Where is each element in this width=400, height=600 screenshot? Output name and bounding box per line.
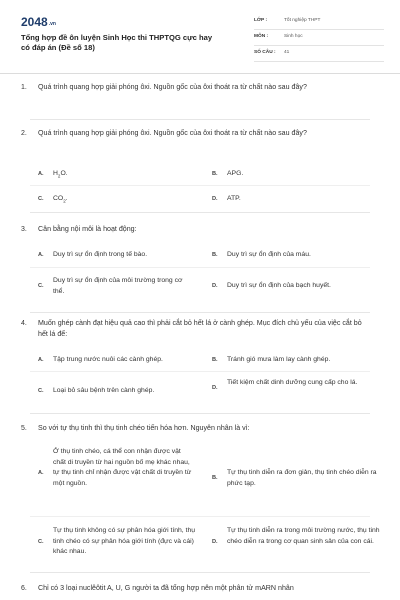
option-a[interactable] [38, 355, 210, 367]
option-label: D. [212, 385, 218, 391]
option-b[interactable] [212, 169, 372, 181]
question-text: Muốn ghép cành đạt hiệu quả cao thì phải cắt bỏ hết lá ở cành ghép. Mục đích chủ yếu của việc cắt bỏ hết lá để: [38, 319, 362, 338]
option-a[interactable] [38, 447, 210, 511]
option-label: B. [212, 475, 218, 481]
question-divider [30, 312, 370, 313]
option-text: Duy trì sự ổn định của bạch huyết. [227, 282, 331, 289]
option-label: D. [212, 196, 218, 202]
option-text: Duy trì sự ổn định của máu. [227, 251, 311, 258]
question-text: Chỉ có 3 loại nuclêôtit A, U, G người ta đã tổng hợp nên một phân tử mARN nhân [38, 584, 294, 592]
option-b[interactable] [212, 250, 382, 262]
option-label: B. [212, 357, 218, 363]
question-3 [0, 224, 400, 316]
question-4 [0, 318, 400, 414]
option-divider [30, 185, 370, 186]
option-label: B. [212, 252, 218, 258]
option-label: C. [38, 539, 44, 545]
option-label: C. [38, 196, 44, 202]
meta-row-class [254, 14, 384, 30]
meta-value: Tốt nghiệp THPT [284, 18, 321, 23]
logo-domain: .vn [48, 21, 56, 27]
meta-value: Sinh học [284, 34, 303, 39]
option-a[interactable] [38, 169, 198, 181]
question-divider [30, 413, 370, 414]
question-1 [0, 82, 400, 122]
option-d[interactable] [212, 526, 382, 560]
question-text: Quá trình quang hợp giải phóng ôxi. Nguồn gốc của ôxi thoát ra từ chất nào sau đây? [38, 83, 307, 91]
document-title: Tổng hợp đề ôn luyện Sinh Học thi THPTQG cực hay có đáp án (Đề số 18) [21, 33, 213, 52]
meta-key: MÔN : [254, 34, 269, 39]
option-divider [30, 516, 370, 517]
option-b[interactable] [212, 355, 382, 367]
option-text: Ở thụ tinh chéo, cá thể con nhận được vật chất di truyền từ hai nguồn bố mẹ khác nhau, tự thụ tinh chỉ nhận được vật chất di truyền từ một nguồn. [53, 448, 192, 487]
option-label: A. [38, 252, 44, 258]
option-c[interactable] [38, 526, 210, 560]
option-divider [30, 267, 370, 268]
meta-table [254, 14, 384, 62]
question-divider [30, 212, 370, 213]
question-number: 4. [21, 320, 27, 327]
question-2 [0, 128, 400, 214]
option-text: Tự thụ tinh diễn ra trong môi trường nước, thụ tinh chéo diễn ra trong cơ quan sinh sản của con cái. [227, 527, 380, 545]
option-divider [30, 371, 370, 372]
option-label: C. [38, 388, 44, 394]
option-d[interactable] [212, 281, 382, 293]
site-logo[interactable] [21, 15, 56, 29]
question-6 [0, 583, 400, 600]
header-divider [0, 73, 400, 74]
meta-value: 41 [284, 50, 290, 55]
question-divider [30, 572, 370, 573]
option-text: Tiết kiệm chất dinh dưỡng cung cấp cho lá. [227, 379, 358, 386]
option-d[interactable] [212, 194, 372, 206]
page-header [0, 0, 400, 74]
question-text: Cân bằng nội môi là hoạt động: [38, 225, 137, 233]
option-text: Tập trung nước nuôi các cành ghép. [53, 356, 163, 363]
option-d[interactable] [212, 378, 382, 400]
option-label: A. [38, 171, 44, 177]
question-text: So với tự thụ tinh thì thụ tinh chéo tiến hóa hơn. Nguyên nhân là vì: [38, 424, 250, 432]
option-a[interactable] [38, 250, 208, 262]
question-number: 5. [21, 425, 27, 432]
option-text: APG. [227, 170, 244, 177]
meta-key: LỚP : [254, 18, 268, 23]
question-number: 2. [21, 130, 27, 137]
option-b[interactable] [212, 468, 382, 490]
option-text: $H_2O$. [53, 170, 68, 179]
meta-key: SỐ CÂU : [254, 50, 276, 55]
option-c[interactable] [38, 276, 208, 298]
option-c[interactable] [38, 194, 198, 206]
question-5 [0, 423, 400, 575]
option-text: ATP. [227, 195, 241, 202]
option-text: Tránh gió mưa làm lay cành ghép. [227, 356, 331, 363]
option-text: Loại bỏ sâu bệnh trên cành ghép. [53, 387, 155, 394]
option-label: D. [212, 283, 218, 289]
question-number: 1. [21, 84, 27, 91]
option-label: C. [38, 283, 44, 289]
option-label: B. [212, 171, 218, 177]
option-text: $CO_2$. [53, 195, 68, 204]
option-label: A. [38, 470, 44, 476]
option-text: Tự thụ tinh không có sự phân hóa giới tính, thụ tinh chéo có sự phân hóa giới tính (đực và cái) khác nhau. [53, 527, 196, 555]
option-label: D. [212, 539, 218, 545]
option-text: Duy trì sự ổn định của môi trường trong cơ thể. [53, 277, 183, 295]
option-c[interactable] [38, 386, 210, 398]
meta-row-count [254, 46, 384, 62]
question-divider [30, 119, 370, 120]
option-text: Tự thụ tinh diễn ra đơn giản, thụ tinh chéo diễn ra phức tạp. [227, 469, 377, 487]
meta-row-subject [254, 30, 384, 46]
question-number: 6. [21, 585, 27, 592]
question-text: Quá trình quang hợp giải phóng ôxi. Nguồn gốc của ôxi thoát ra từ chất nào sau đây? [38, 129, 307, 137]
option-text: Duy trì sự ổn định trong tế bào. [53, 251, 148, 258]
logo-text: 2048 [21, 15, 48, 29]
option-label: A. [38, 357, 44, 363]
question-number: 3. [21, 226, 27, 233]
